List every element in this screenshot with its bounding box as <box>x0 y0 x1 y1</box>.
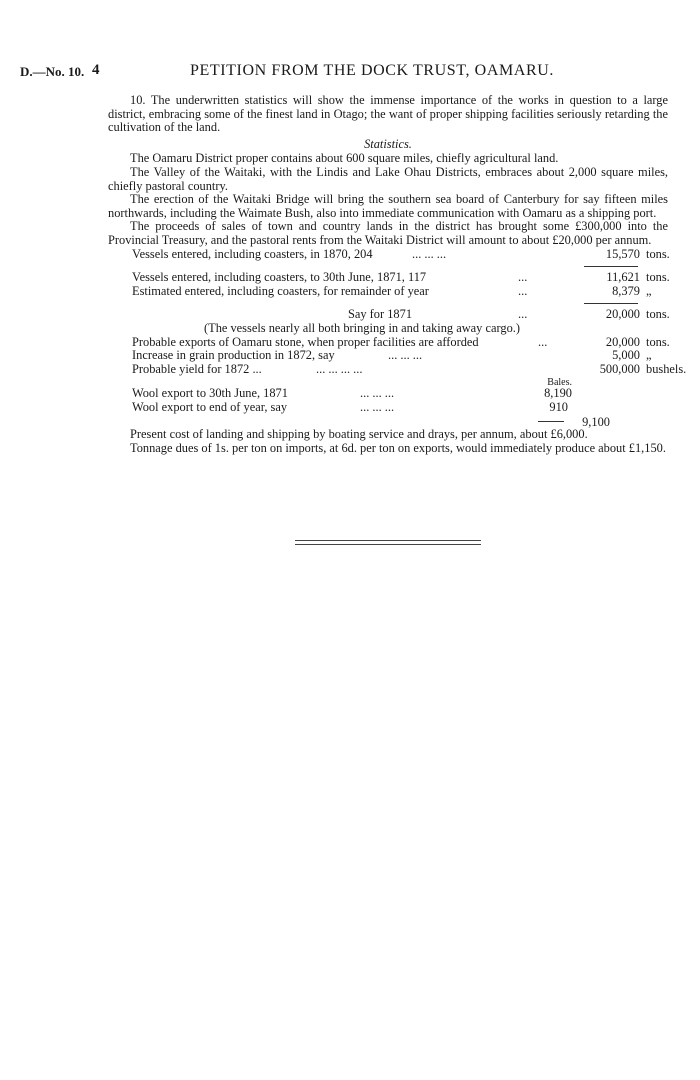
statistics-paragraph: The proceeds of sales of town and country lands in the district has brought some £300,000 into the Provincial Treasury, and the pastoral rents from the Waitaki District will amount to about £20,000 per annum. <box>108 219 668 247</box>
document-reference: D.—No. 10. <box>20 64 85 79</box>
statistics-paragraph: The Oamaru District proper contains about 600 square miles, chiefly agricultural land. <box>130 151 559 166</box>
statistics-paragraph: The erection of the Waitaki Bridge will bring the southern sea board of Canterbury for say fifteen miles northwards, including the Waimate Bush, also into immediate communication with Oamaru as a shipping port. <box>108 192 668 220</box>
paragraph-10: 10. The underwritten statistics will show the immense importance of the works in question to a large district, embracing some of the finest land in Otago; the want of proper shipping facilities seriously retarding the cultivation of the land. <box>108 93 668 135</box>
table-row: Increase in grain production in 1872, say ... ... ... 5,000 „ <box>132 348 652 363</box>
page-header <box>0 62 700 82</box>
table-row: 9,100 <box>108 414 668 428</box>
table-note: (The vessels nearly all both bringing in and taking away cargo.) <box>204 320 520 335</box>
page-number: 4 <box>92 62 100 78</box>
statistics-heading: Statistics. <box>364 136 412 151</box>
page-title: PETITION FROM THE DOCK TRUST, OAMARU. <box>190 62 554 79</box>
table-row: Say for 1871 ... 20,000 tons. <box>348 307 670 322</box>
closing-paragraph: Tonnage dues of 1s. per ton on imports, at 6d. per ton on exports, would immediately produce about £1,150. <box>130 440 666 455</box>
table-row: Vessels entered, including coasters, to 30th June, 1871, 117 ... 11,621 tons. <box>132 270 670 285</box>
table-row: Wool export to end of year, say ... ... ... 910 <box>132 399 568 414</box>
footer-rule <box>295 540 481 545</box>
table-row: Vessels entered, including coasters, in 1870, 204 ... ... ... 15,570 tons. <box>132 246 670 261</box>
rule-line <box>584 303 638 304</box>
table-row: Wool export to 30th June, 1871 ... ... ... 8,190 <box>132 386 572 401</box>
rule-line <box>584 266 638 267</box>
table-row: Probable yield for 1872 ... ... ... ... ... 500,000 bushels. <box>132 361 687 376</box>
document-body <box>108 93 687 455</box>
table-row: Estimated entered, including coasters, for remainder of year ... 8,379 „ <box>132 283 652 298</box>
closing-paragraph: Present cost of landing and shipping by boating service and drays, per annum, about £6,000. <box>130 427 588 442</box>
statistics-paragraph: The Valley of the Waitaki, with the Lindis and Lake Ohau Districts, embraces about 2,000 square miles, chiefly pastoral country. <box>108 164 668 193</box>
table-row: Probable exports of Oamaru stone, when proper facilities are afforded ... 20,000 tons. <box>132 334 670 349</box>
table-subheading: Bales. <box>547 377 572 389</box>
